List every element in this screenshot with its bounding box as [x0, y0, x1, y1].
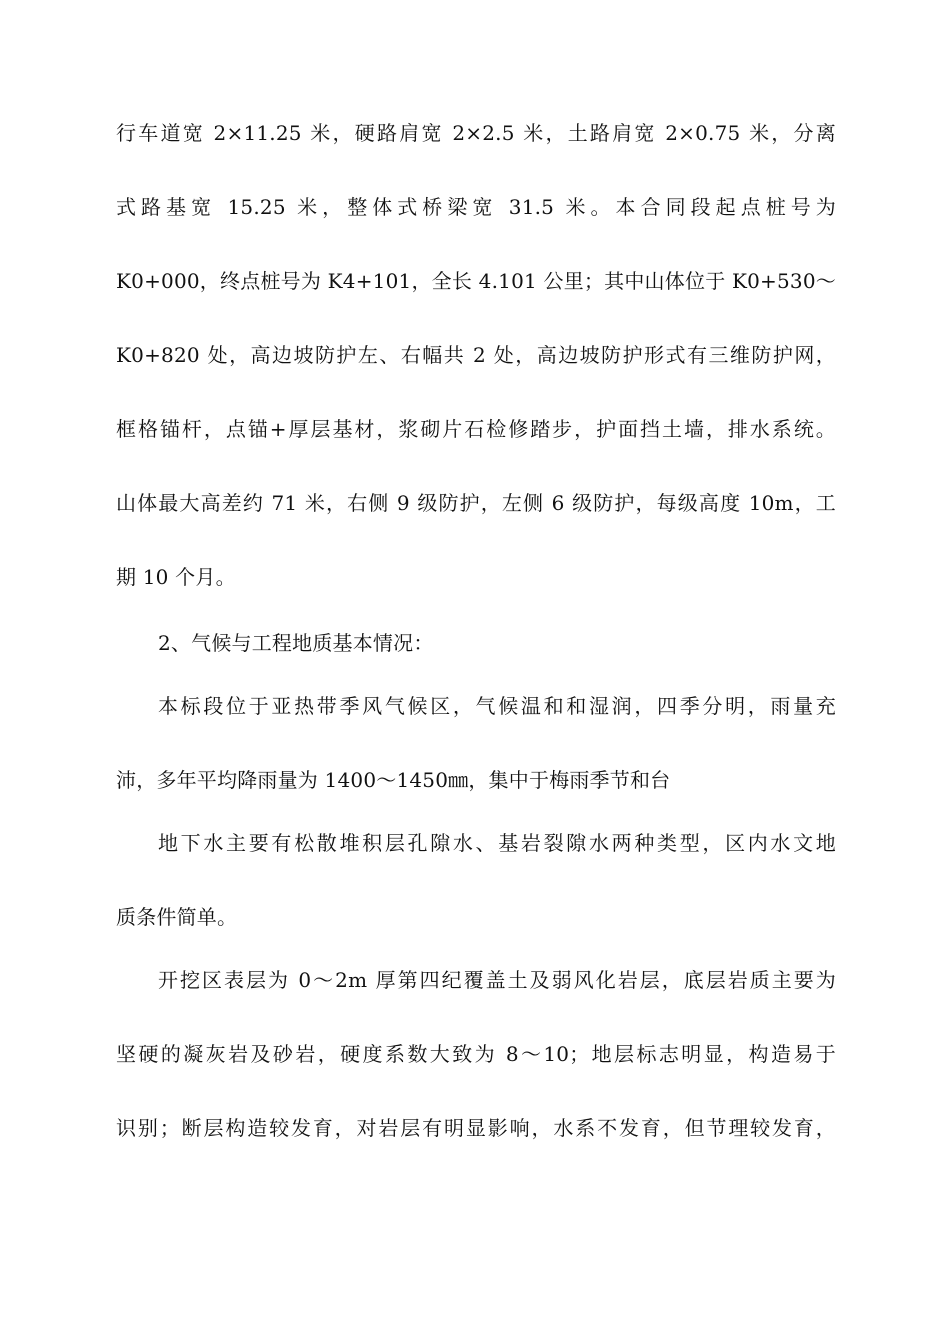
paragraph-line: K0+820 处，高边坡防护左、右幅共 2 处，高边坡防护形式有三维防护网， — [116, 343, 836, 367]
paragraph-line: 式路基宽 15.25 米，整体式桥梁宽 31.5 米。本合同段起点桩号为 — [116, 195, 836, 219]
paragraph-line: 识别；断层构造较发育，对岩层有明显影响，水系不发育，但节理较发育， — [116, 1116, 836, 1140]
paragraph-line: 地下水主要有松散堆积层孔隙水、基岩裂隙水两种类型，区内水文地 — [158, 831, 836, 855]
paragraph-line-truncated: 沛，多年平均降雨量为 1400～1450㎜，集中于梅雨季节和台 — [116, 768, 671, 792]
paragraph-line: 期 10 个月。 — [116, 565, 236, 589]
paragraph-line: 本标段位于亚热带季风气候区，气候温和和湿润，四季分明，雨量充 — [158, 694, 836, 718]
paragraph-line: 框格锚杆，点锚+厚层基材，浆砌片石检修踏步，护面挡土墙，排水系统。 — [116, 417, 836, 441]
paragraph-line: K0+000，终点桩号为 K4+101，全长 4.101 公里；其中山体位于 K0+530～ — [116, 269, 836, 293]
paragraph-line: 坚硬的凝灰岩及砂岩，硬度系数大致为 8～10；地层标志明显，构造易于 — [116, 1042, 836, 1066]
paragraph-line: 质条件简单。 — [116, 905, 238, 929]
paragraph-line: 山体最大高差约 71 米，右侧 9 级防护，左侧 6 级防护，每级高度 10m，工 — [116, 491, 836, 515]
paragraph-line: 开挖区表层为 0～2m 厚第四纪覆盖土及弱风化岩层，底层岩质主要为 — [158, 968, 836, 992]
paragraph-line: 行车道宽 2×11.25 米，硬路肩宽 2×2.5 米，土路肩宽 2×0.75 米，分离 — [116, 121, 836, 145]
section-heading: 2、气候与工程地质基本情况： — [158, 631, 434, 655]
